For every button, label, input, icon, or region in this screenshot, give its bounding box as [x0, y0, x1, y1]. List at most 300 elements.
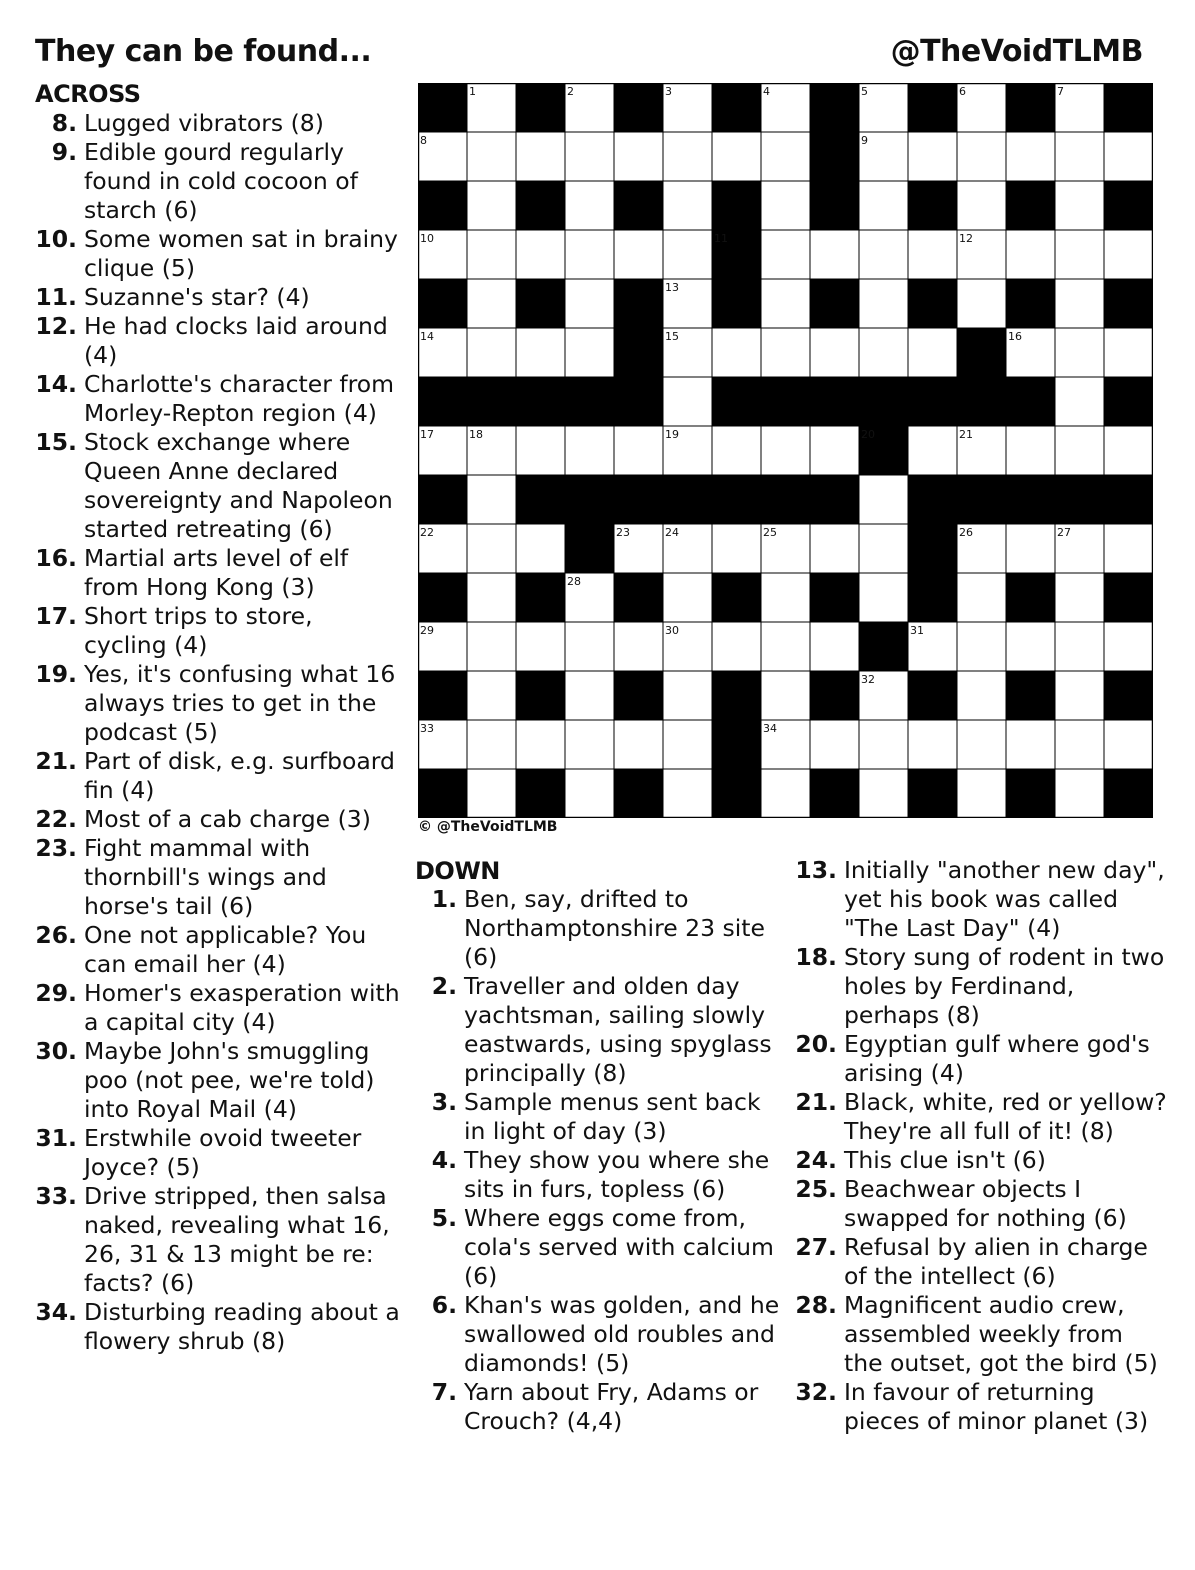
grid-cell[interactable]	[908, 328, 957, 377]
grid-cell[interactable]	[663, 181, 712, 230]
clue-number: 26.	[35, 921, 77, 949]
clue-text: Edible gourd regularly found in cold cocoon of starch (6)	[84, 138, 358, 224]
grid-cell-number: 18	[469, 428, 483, 441]
grid-cell[interactable]	[761, 230, 810, 279]
across-clue-list	[35, 109, 400, 1356]
grid-block	[418, 769, 467, 818]
clue-text: Traveller and olden day yachtsman, sailing slowly eastwards, using spyglass principally (8)	[464, 972, 772, 1087]
grid-block	[516, 671, 565, 720]
clue-number: 30.	[35, 1037, 77, 1065]
grid-cell[interactable]	[761, 328, 810, 377]
clue-item	[35, 660, 400, 747]
grid-cell-number: 26	[959, 526, 973, 539]
clue-item	[795, 1378, 1167, 1436]
clue-number: 9.	[51, 138, 77, 166]
grid-cell[interactable]	[859, 328, 908, 377]
grid-block	[614, 769, 663, 818]
grid-cell[interactable]	[516, 230, 565, 279]
grid-cell[interactable]	[957, 573, 1006, 622]
grid-block	[614, 279, 663, 328]
grid-cell[interactable]	[957, 132, 1006, 181]
grid-cell[interactable]	[859, 230, 908, 279]
clue-number: 23.	[35, 834, 77, 862]
grid-block	[1006, 181, 1055, 230]
grid-cell[interactable]	[467, 671, 516, 720]
grid-block	[614, 475, 663, 524]
clue-text: This clue isn't (6)	[844, 1146, 1046, 1174]
grid-cell[interactable]	[565, 279, 614, 328]
clue-item	[35, 1298, 400, 1356]
grid-block	[614, 328, 663, 377]
grid-cell-number: 28	[567, 575, 581, 588]
clue-number: 10.	[35, 225, 77, 253]
grid-cell-number: 12	[959, 232, 973, 245]
grid-cell[interactable]	[614, 426, 663, 475]
grid-cell[interactable]	[908, 132, 957, 181]
grid-cell-number: 2	[567, 85, 574, 98]
clue-number: 16.	[35, 544, 77, 572]
clue-item	[35, 1124, 400, 1182]
grid-block	[663, 475, 712, 524]
grid-cell[interactable]	[467, 524, 516, 573]
grid-block	[810, 671, 859, 720]
grid-cell[interactable]	[957, 769, 1006, 818]
grid-cell[interactable]	[1055, 181, 1104, 230]
clue-text: Homer's exasperation with a capital city (4)	[84, 979, 400, 1036]
grid-block	[565, 475, 614, 524]
grid-cell[interactable]	[565, 132, 614, 181]
clue-number: 15.	[35, 428, 77, 456]
clue-number: 3.	[431, 1088, 457, 1116]
grid-cell[interactable]	[908, 230, 957, 279]
clue-item	[795, 1030, 1167, 1088]
grid-cell[interactable]	[663, 377, 712, 426]
clue-text: In favour of returning pieces of minor planet (3)	[844, 1378, 1149, 1435]
grid-cell[interactable]	[1055, 573, 1104, 622]
clue-text: Black, white, red or yellow? They're all full of it! (8)	[844, 1088, 1167, 1145]
grid-cell[interactable]	[614, 132, 663, 181]
grid-cell[interactable]	[1006, 230, 1055, 279]
grid-cell[interactable]	[761, 769, 810, 818]
grid-cell[interactable]	[761, 671, 810, 720]
grid-cell[interactable]	[1104, 328, 1153, 377]
grid-cell-number: 17	[420, 428, 434, 441]
grid-cell[interactable]	[761, 622, 810, 671]
grid-cell-number: 23	[616, 526, 630, 539]
grid-cell[interactable]	[761, 279, 810, 328]
grid-cell[interactable]	[565, 769, 614, 818]
grid-block	[1006, 671, 1055, 720]
grid-cell[interactable]	[810, 524, 859, 573]
grid-cell[interactable]	[957, 279, 1006, 328]
clue-text: Part of disk, e.g. surfboard fin (4)	[84, 747, 395, 804]
grid-cell[interactable]	[859, 769, 908, 818]
grid-cell[interactable]	[467, 573, 516, 622]
clue-item	[35, 312, 400, 370]
clue-item	[35, 602, 400, 660]
down-heading: DOWN	[415, 857, 500, 885]
clue-item	[35, 1182, 400, 1298]
grid-cell[interactable]	[1104, 426, 1153, 475]
grid-block	[1006, 83, 1055, 132]
clue-text: Suzanne's star? (4)	[84, 283, 310, 311]
grid-block	[1104, 83, 1153, 132]
grid-cell[interactable]	[467, 475, 516, 524]
grid-cell-number: 25	[763, 526, 777, 539]
grid-block	[712, 279, 761, 328]
grid-block	[418, 181, 467, 230]
grid-cell[interactable]	[663, 671, 712, 720]
grid-cell-number: 15	[665, 330, 679, 343]
clue-item	[35, 109, 400, 138]
grid-block	[516, 279, 565, 328]
grid-block	[516, 377, 565, 426]
grid-block	[957, 475, 1006, 524]
grid-cell-number: 20	[861, 428, 875, 441]
clue-number: 32.	[795, 1378, 837, 1406]
grid-block	[712, 83, 761, 132]
clue-item	[415, 1204, 780, 1291]
grid-cell[interactable]	[908, 426, 957, 475]
clue-number: 11.	[35, 283, 77, 311]
grid-cell[interactable]	[712, 132, 761, 181]
grid-cell-number: 31	[910, 624, 924, 637]
clue-number: 2.	[431, 972, 457, 1000]
grid-block	[712, 671, 761, 720]
grid-cell-number: 16	[1008, 330, 1022, 343]
clue-number: 7.	[431, 1378, 457, 1406]
grid-cell[interactable]	[957, 181, 1006, 230]
grid-cell-number: 7	[1057, 85, 1064, 98]
grid-cell[interactable]	[467, 279, 516, 328]
grid-block	[957, 377, 1006, 426]
clue-number: 33.	[35, 1182, 77, 1210]
grid-cell[interactable]	[1006, 132, 1055, 181]
grid-block	[761, 475, 810, 524]
clue-item	[795, 1146, 1167, 1175]
grid-cell[interactable]	[859, 720, 908, 769]
grid-cell[interactable]	[810, 622, 859, 671]
clue-text: Some women sat in brainy clique (5)	[84, 225, 398, 282]
grid-block	[1006, 769, 1055, 818]
clue-number: 13.	[795, 856, 837, 884]
clue-item	[35, 225, 400, 283]
clue-number: 19.	[35, 660, 77, 688]
grid-cell[interactable]	[957, 622, 1006, 671]
grid-block	[418, 671, 467, 720]
grid-cell[interactable]	[810, 230, 859, 279]
grid-cell[interactable]	[859, 279, 908, 328]
clue-text: Magnificent audio crew, assembled weekly from the outset, got the bird (5)	[844, 1291, 1158, 1377]
grid-cell[interactable]	[1006, 622, 1055, 671]
grid-cell[interactable]	[712, 524, 761, 573]
grid-cell[interactable]	[1055, 377, 1104, 426]
clue-text: Maybe John's smuggling poo (not pee, we're told) into Royal Mail (4)	[84, 1037, 375, 1123]
grid-block	[957, 328, 1006, 377]
clue-item	[415, 1378, 780, 1436]
grid-block	[712, 377, 761, 426]
clue-text: Short trips to store, cycling (4)	[84, 602, 313, 659]
grid-cell-number: 29	[420, 624, 434, 637]
grid-block	[1104, 181, 1153, 230]
clue-number: 22.	[35, 805, 77, 833]
clue-item	[415, 1146, 780, 1204]
grid-cell-number: 24	[665, 526, 679, 539]
grid-cell[interactable]	[663, 573, 712, 622]
grid-block	[418, 573, 467, 622]
grid-cell[interactable]	[516, 328, 565, 377]
grid-cell[interactable]	[1055, 720, 1104, 769]
grid-cell-number: 21	[959, 428, 973, 441]
grid-block	[712, 475, 761, 524]
grid-cell-number: 1	[469, 85, 476, 98]
grid-block	[1006, 573, 1055, 622]
grid-cell-number: 5	[861, 85, 868, 98]
grid-cell[interactable]	[1055, 622, 1104, 671]
grid-cell-number: 34	[763, 722, 777, 735]
grid-cell-number: 13	[665, 281, 679, 294]
clue-number: 27.	[795, 1233, 837, 1261]
clue-item	[415, 972, 780, 1088]
grid-cell[interactable]	[810, 720, 859, 769]
grid-cell[interactable]	[516, 132, 565, 181]
clue-item	[795, 1088, 1167, 1146]
grid-cell[interactable]	[1055, 426, 1104, 475]
clue-number: 14.	[35, 370, 77, 398]
grid-block	[516, 573, 565, 622]
grid-cell[interactable]	[859, 475, 908, 524]
grid-cell[interactable]	[1006, 524, 1055, 573]
clue-number: 31.	[35, 1124, 77, 1152]
clue-number: 5.	[431, 1204, 457, 1232]
grid-block	[908, 279, 957, 328]
grid-cell[interactable]	[467, 769, 516, 818]
grid-cell[interactable]	[614, 230, 663, 279]
across-heading: ACROSS	[35, 80, 141, 108]
clue-text: Erstwhile ovoid tweeter Joyce? (5)	[84, 1124, 362, 1181]
grid-cell-number: 14	[420, 330, 434, 343]
grid-block	[614, 377, 663, 426]
grid-cell-number: 22	[420, 526, 434, 539]
grid-cell[interactable]	[663, 230, 712, 279]
grid-block	[810, 279, 859, 328]
grid-block	[810, 769, 859, 818]
clue-number: 12.	[35, 312, 77, 340]
grid-cell[interactable]	[1055, 279, 1104, 328]
clue-text: They show you where she sits in furs, topless (6)	[464, 1146, 770, 1203]
grid-cell-number: 3	[665, 85, 672, 98]
grid-cell[interactable]	[663, 132, 712, 181]
grid-cell[interactable]	[565, 720, 614, 769]
grid-block	[810, 83, 859, 132]
grid-cell[interactable]	[810, 328, 859, 377]
clue-number: 28.	[795, 1291, 837, 1319]
grid-cell-number: 4	[763, 85, 770, 98]
grid-cell[interactable]	[859, 181, 908, 230]
grid-cell[interactable]	[1006, 426, 1055, 475]
grid-block	[908, 377, 957, 426]
grid-cell-number: 33	[420, 722, 434, 735]
grid-cell[interactable]	[614, 622, 663, 671]
grid-cell[interactable]	[1104, 720, 1153, 769]
grid-cell[interactable]	[712, 328, 761, 377]
clue-number: 17.	[35, 602, 77, 630]
grid-cell[interactable]	[1055, 230, 1104, 279]
grid-cell[interactable]	[516, 622, 565, 671]
grid-cell[interactable]	[957, 720, 1006, 769]
clue-text: He had clocks laid around (4)	[84, 312, 388, 369]
grid-cell[interactable]	[859, 524, 908, 573]
grid-block	[1006, 377, 1055, 426]
grid-cell[interactable]	[565, 426, 614, 475]
clue-item	[415, 1088, 780, 1146]
clue-item	[35, 834, 400, 921]
grid-block	[1104, 573, 1153, 622]
clue-item	[35, 428, 400, 544]
clue-text: Yarn about Fry, Adams or Crouch? (4,4)	[464, 1378, 759, 1435]
clue-text: Initially "another new day", yet his book was called "The Last Day" (4)	[844, 856, 1165, 942]
grid-cell[interactable]	[761, 573, 810, 622]
grid-cell[interactable]	[1104, 230, 1153, 279]
grid-cell[interactable]	[1006, 720, 1055, 769]
grid-block	[712, 573, 761, 622]
grid-block	[810, 475, 859, 524]
clue-text: Yes, it's confusing what 16 always tries to get in the podcast (5)	[84, 660, 396, 746]
grid-cell[interactable]	[565, 230, 614, 279]
grid-cell[interactable]	[1104, 132, 1153, 181]
grid-block	[712, 769, 761, 818]
grid-cell[interactable]	[516, 426, 565, 475]
crossword-grid[interactable]	[418, 83, 1153, 818]
grid-cell[interactable]	[712, 426, 761, 475]
clue-number: 18.	[795, 943, 837, 971]
clue-text: Most of a cab charge (3)	[84, 805, 371, 833]
grid-block	[516, 83, 565, 132]
grid-block	[1006, 475, 1055, 524]
grid-cell[interactable]	[467, 132, 516, 181]
grid-cell-number: 10	[420, 232, 434, 245]
grid-block	[418, 377, 467, 426]
grid-cell[interactable]	[712, 622, 761, 671]
grid-cell[interactable]	[663, 769, 712, 818]
grid-cell[interactable]	[614, 720, 663, 769]
grid-block	[908, 573, 957, 622]
grid-cell-number: 30	[665, 624, 679, 637]
clue-item	[35, 921, 400, 979]
grid-block	[418, 475, 467, 524]
clue-item	[35, 283, 400, 312]
grid-block	[565, 524, 614, 573]
clue-number: 34.	[35, 1298, 77, 1326]
clue-number: 29.	[35, 979, 77, 1007]
grid-block	[516, 475, 565, 524]
clue-item	[795, 943, 1167, 1030]
clue-text: Ben, say, drifted to Northamptonshire 23 site (6)	[464, 885, 765, 971]
grid-cell-number: 6	[959, 85, 966, 98]
grid-cell[interactable]	[565, 671, 614, 720]
grid-cell[interactable]	[1104, 524, 1153, 573]
grid-block	[614, 83, 663, 132]
grid-cell[interactable]	[1055, 769, 1104, 818]
grid-block	[908, 671, 957, 720]
clue-text: Drive stripped, then salsa naked, revealing what 16, 26, 31 & 13 might be re: facts? (6)	[84, 1182, 390, 1297]
grid-cell[interactable]	[467, 622, 516, 671]
clue-item	[795, 1291, 1167, 1378]
clue-number: 25.	[795, 1175, 837, 1203]
grid-block	[614, 671, 663, 720]
grid-cell[interactable]	[1055, 132, 1104, 181]
clue-text: Refusal by alien in charge of the intellect (6)	[844, 1233, 1148, 1290]
clue-text: One not applicable? You can email her (4)	[84, 921, 367, 978]
clue-item	[415, 1291, 780, 1378]
grid-cell[interactable]	[467, 181, 516, 230]
clue-text: Stock exchange where Queen Anne declared sovereignty and Napoleon started retreating (6)	[84, 428, 393, 543]
grid-block	[1104, 279, 1153, 328]
clue-text: Disturbing reading about a flowery shrub (8)	[84, 1298, 400, 1355]
grid-cell-number: 19	[665, 428, 679, 441]
grid-block	[1006, 279, 1055, 328]
grid-block	[418, 83, 467, 132]
grid-cell[interactable]	[1104, 622, 1153, 671]
clue-number: 8.	[51, 109, 77, 137]
grid-cell[interactable]	[516, 720, 565, 769]
grid-block	[810, 377, 859, 426]
grid-block	[761, 377, 810, 426]
grid-cell[interactable]	[565, 328, 614, 377]
clue-item	[795, 1233, 1167, 1291]
grid-cell[interactable]	[761, 426, 810, 475]
grid-block	[712, 181, 761, 230]
clue-text: Where eggs come from, cola's served with calcium (6)	[464, 1204, 774, 1290]
clue-number: 21.	[795, 1088, 837, 1116]
grid-block	[908, 83, 957, 132]
grid-cell[interactable]	[467, 328, 516, 377]
clue-item	[35, 1037, 400, 1124]
author-handle: @TheVoidTLMB	[890, 34, 1143, 69]
grid-cell[interactable]	[467, 230, 516, 279]
grid-cell[interactable]	[810, 426, 859, 475]
grid-cell[interactable]	[761, 132, 810, 181]
clue-item	[35, 370, 400, 428]
grid-block	[908, 769, 957, 818]
grid-cell[interactable]	[467, 720, 516, 769]
grid-cell[interactable]	[859, 573, 908, 622]
clue-item	[795, 856, 1167, 943]
grid-cell[interactable]	[908, 720, 957, 769]
grid-cell[interactable]	[565, 181, 614, 230]
grid-cell[interactable]	[663, 720, 712, 769]
grid-cell[interactable]	[516, 524, 565, 573]
clue-text: Martial arts level of elf from Hong Kong (3)	[84, 544, 349, 601]
clue-item	[795, 1175, 1167, 1233]
down-clue-list-2	[795, 856, 1167, 1436]
grid-cell[interactable]	[957, 671, 1006, 720]
clue-number: 20.	[795, 1030, 837, 1058]
grid-block	[565, 377, 614, 426]
clue-number: 24.	[795, 1146, 837, 1174]
grid-block	[1104, 475, 1153, 524]
clue-item	[35, 747, 400, 805]
grid-cell[interactable]	[761, 181, 810, 230]
clue-item	[35, 805, 400, 834]
grid-cell[interactable]	[1055, 328, 1104, 377]
grid-block	[516, 769, 565, 818]
grid-block	[1104, 671, 1153, 720]
grid-cell[interactable]	[565, 622, 614, 671]
clue-text: Story sung of rodent in two holes by Ferdinand, perhaps (8)	[844, 943, 1165, 1029]
grid-cell[interactable]	[1055, 671, 1104, 720]
clue-item	[415, 885, 780, 972]
